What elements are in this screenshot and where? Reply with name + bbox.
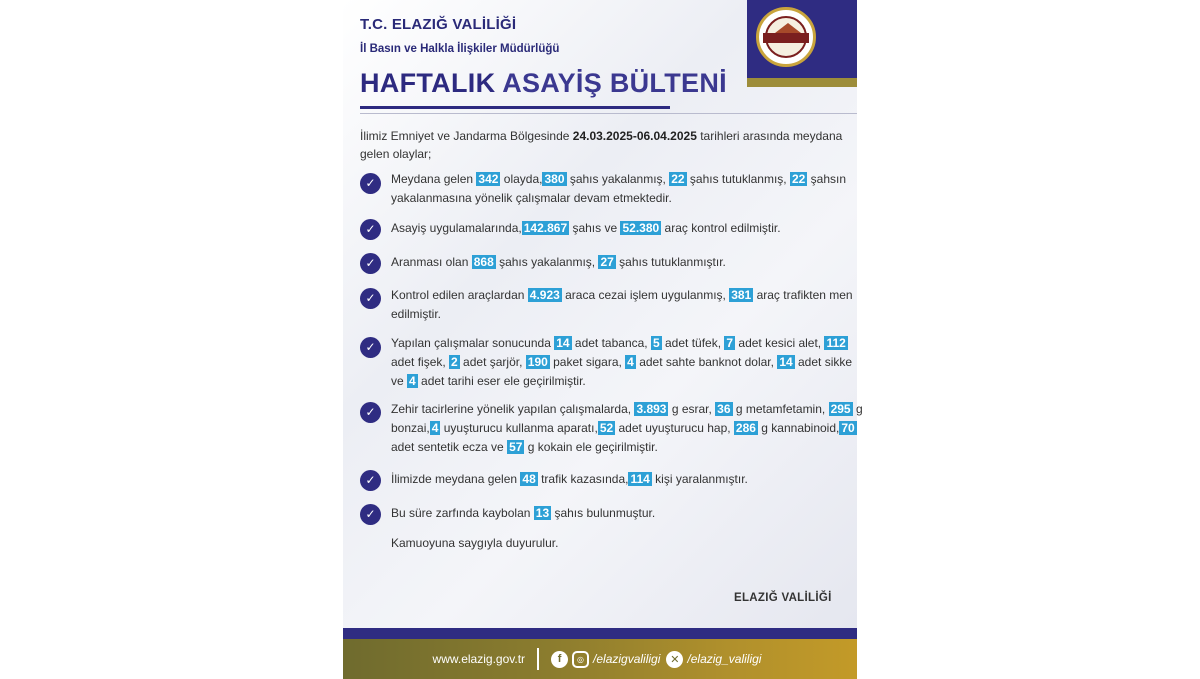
item-text-segment: Meydana gelen	[391, 172, 477, 186]
intro-paragraph	[360, 127, 857, 163]
highlight-number: 342	[478, 172, 499, 186]
social-handle[interactable]: /elazigvaliligi	[593, 652, 661, 666]
item-text	[391, 504, 866, 523]
item-text-segment: adet tarihi eser ele geçirilmiştir.	[417, 374, 586, 388]
item-text-segment: şahıs tutuklanmıştır.	[615, 255, 726, 269]
website-link[interactable]: www.elazig.gov.tr	[432, 652, 526, 666]
item-text-segment: adet kesici alet,	[735, 336, 825, 350]
item-text-segment: adet tabanca,	[571, 336, 651, 350]
item-text-segment: adet sikke ve	[391, 355, 853, 388]
item-text-segment: şahıs tutuklanmış,	[686, 172, 790, 186]
highlight-number: 868	[473, 255, 494, 269]
highlight-number: 22	[791, 172, 806, 186]
footer-bar	[343, 639, 857, 679]
bulletin-poster	[343, 0, 863, 679]
highlight-number: 27	[600, 255, 614, 269]
item-text-segment: şahıs yakalanmış,	[495, 255, 599, 269]
footer-separator	[537, 648, 539, 670]
item-text-segment: araç kontrol edilmiştir.	[661, 221, 781, 235]
highlight-number: 295	[830, 402, 851, 416]
item-text-segment: adet sahte banknot dolar,	[635, 355, 778, 369]
closing-line: Kamuoyuna saygıyla duyurulur.	[391, 536, 559, 550]
signature: ELAZIĞ VALİLİĞİ	[734, 592, 832, 604]
org-name: T.C. ELAZIĞ VALİLİĞİ	[360, 16, 517, 33]
item-text-segment: g kannabinoid,	[757, 421, 840, 435]
item-text-segment: şahıs ve	[569, 221, 621, 235]
title-part-b: ASAYİŞ BÜLTENİ	[502, 68, 727, 98]
item-text-segment: g metamfetamin,	[732, 402, 829, 416]
item-text	[391, 470, 866, 489]
intro-post: tarihleri arasında meydana gelen olaylar;	[360, 129, 843, 161]
highlight-number: 22	[671, 172, 685, 186]
item-text-segment: paket sigara,	[549, 355, 626, 369]
item-text-segment: adet sentetik ecza ve	[391, 440, 508, 454]
check-icon: ✓	[360, 337, 381, 358]
item-text-segment: adet fişek,	[391, 355, 450, 369]
highlight-number: 48	[522, 472, 536, 486]
highlight-number: 7	[726, 336, 734, 350]
title-underline	[360, 106, 670, 109]
highlight-number: 381	[731, 288, 752, 302]
highlight-number: 4	[409, 374, 416, 388]
check-icon: ✓	[360, 253, 381, 274]
highlight-number: 142.867	[523, 221, 568, 235]
highlight-number: 70	[841, 421, 855, 435]
highlight-number: 380	[544, 172, 565, 186]
item-text-segment: uyuşturucu kullanma aparatı,	[440, 421, 598, 435]
highlight-number: 14	[556, 336, 570, 350]
item-text-segment: adet uyuşturucu hap,	[615, 421, 734, 435]
item-text-segment: Yapılan çalışmalar sonucunda	[391, 336, 555, 350]
item-text	[391, 253, 866, 272]
bulletin-title	[360, 68, 727, 99]
item-text-segment: kişi yaralanmıştır.	[651, 472, 748, 486]
highlight-number: 2	[451, 355, 458, 369]
governorship-seal	[756, 7, 816, 67]
facebook-icon[interactable]: f	[551, 651, 568, 668]
highlight-number: 4	[431, 421, 439, 435]
highlight-number: 13	[535, 506, 550, 520]
item-text	[391, 400, 866, 457]
item-text	[391, 286, 866, 324]
highlight-number: 286	[735, 421, 756, 435]
title-part-a: HAFTALIK	[360, 68, 496, 98]
highlight-number: 190	[527, 355, 548, 369]
item-text-segment: olayda,	[500, 172, 543, 186]
intro-pre: İlimiz Emniyet ve Jandarma Bölgesinde	[360, 129, 573, 143]
item-text-segment: g esrar,	[668, 402, 716, 416]
highlight-number: 5	[652, 336, 660, 350]
item-text-segment: trafik kazasında,	[537, 472, 629, 486]
item-text-segment: g kokain ele geçirilmiştir.	[524, 440, 658, 454]
check-icon: ✓	[360, 470, 381, 491]
check-icon: ✓	[360, 402, 381, 423]
item-text-segment: şahıs bulunmuştur.	[551, 506, 656, 520]
highlight-number: 14	[779, 355, 793, 369]
instagram-icon[interactable]: ◎	[572, 651, 589, 668]
highlight-number: 4.923	[529, 288, 560, 302]
highlight-number: 114	[630, 472, 650, 486]
item-text-segment: araç trafikten men edilmiştir.	[391, 288, 853, 321]
highlight-number: 36	[717, 402, 731, 416]
header-divider	[360, 113, 857, 114]
item-text-segment: adet şarjör,	[459, 355, 526, 369]
item-text-segment: Zehir tacirlerine yönelik yapılan çalışmalarda,	[391, 402, 635, 416]
x-handle[interactable]: /elazig_valiligi	[687, 652, 762, 666]
check-icon: ✓	[360, 219, 381, 240]
highlight-number: 57	[509, 440, 523, 454]
highlight-number: 4	[627, 355, 634, 369]
highlight-number: 112	[826, 336, 846, 350]
item-text-segment: şahsın yakalanmasına yönelik çalışmalar devam etmektedir.	[391, 172, 847, 205]
item-text-segment: araca cezai işlem uygulanmış,	[561, 288, 730, 302]
x-icon[interactable]: ✕	[666, 651, 683, 668]
department-name: İl Basın ve Halkla İlişkiler Müdürlüğü	[360, 43, 560, 55]
check-icon: ✓	[360, 288, 381, 309]
highlight-number: 52.380	[622, 221, 660, 235]
item-text	[391, 334, 866, 391]
check-icon: ✓	[360, 504, 381, 525]
highlight-number: 52	[599, 421, 614, 435]
item-text	[391, 219, 866, 238]
check-icon: ✓	[360, 173, 381, 194]
item-text-segment: İlimizde meydana gelen	[391, 472, 521, 486]
item-text-segment: adet tüfek,	[661, 336, 725, 350]
item-text-segment: Bu süre zarfında kaybolan	[391, 506, 534, 520]
item-text-segment: şahıs yakalanmış,	[566, 172, 670, 186]
item-text-segment: Aranması olan	[391, 255, 472, 269]
item-text	[391, 170, 866, 208]
item-text-segment: g bonzai,	[391, 402, 863, 435]
footer-stripe	[343, 628, 857, 639]
intro-dates: 24.03.2025-06.04.2025	[572, 129, 697, 143]
item-text-segment: Asayiş uygulamalarında,	[391, 221, 522, 235]
item-text-segment: Kontrol edilen araçlardan	[391, 288, 528, 302]
highlight-number: 3.893	[636, 402, 667, 416]
